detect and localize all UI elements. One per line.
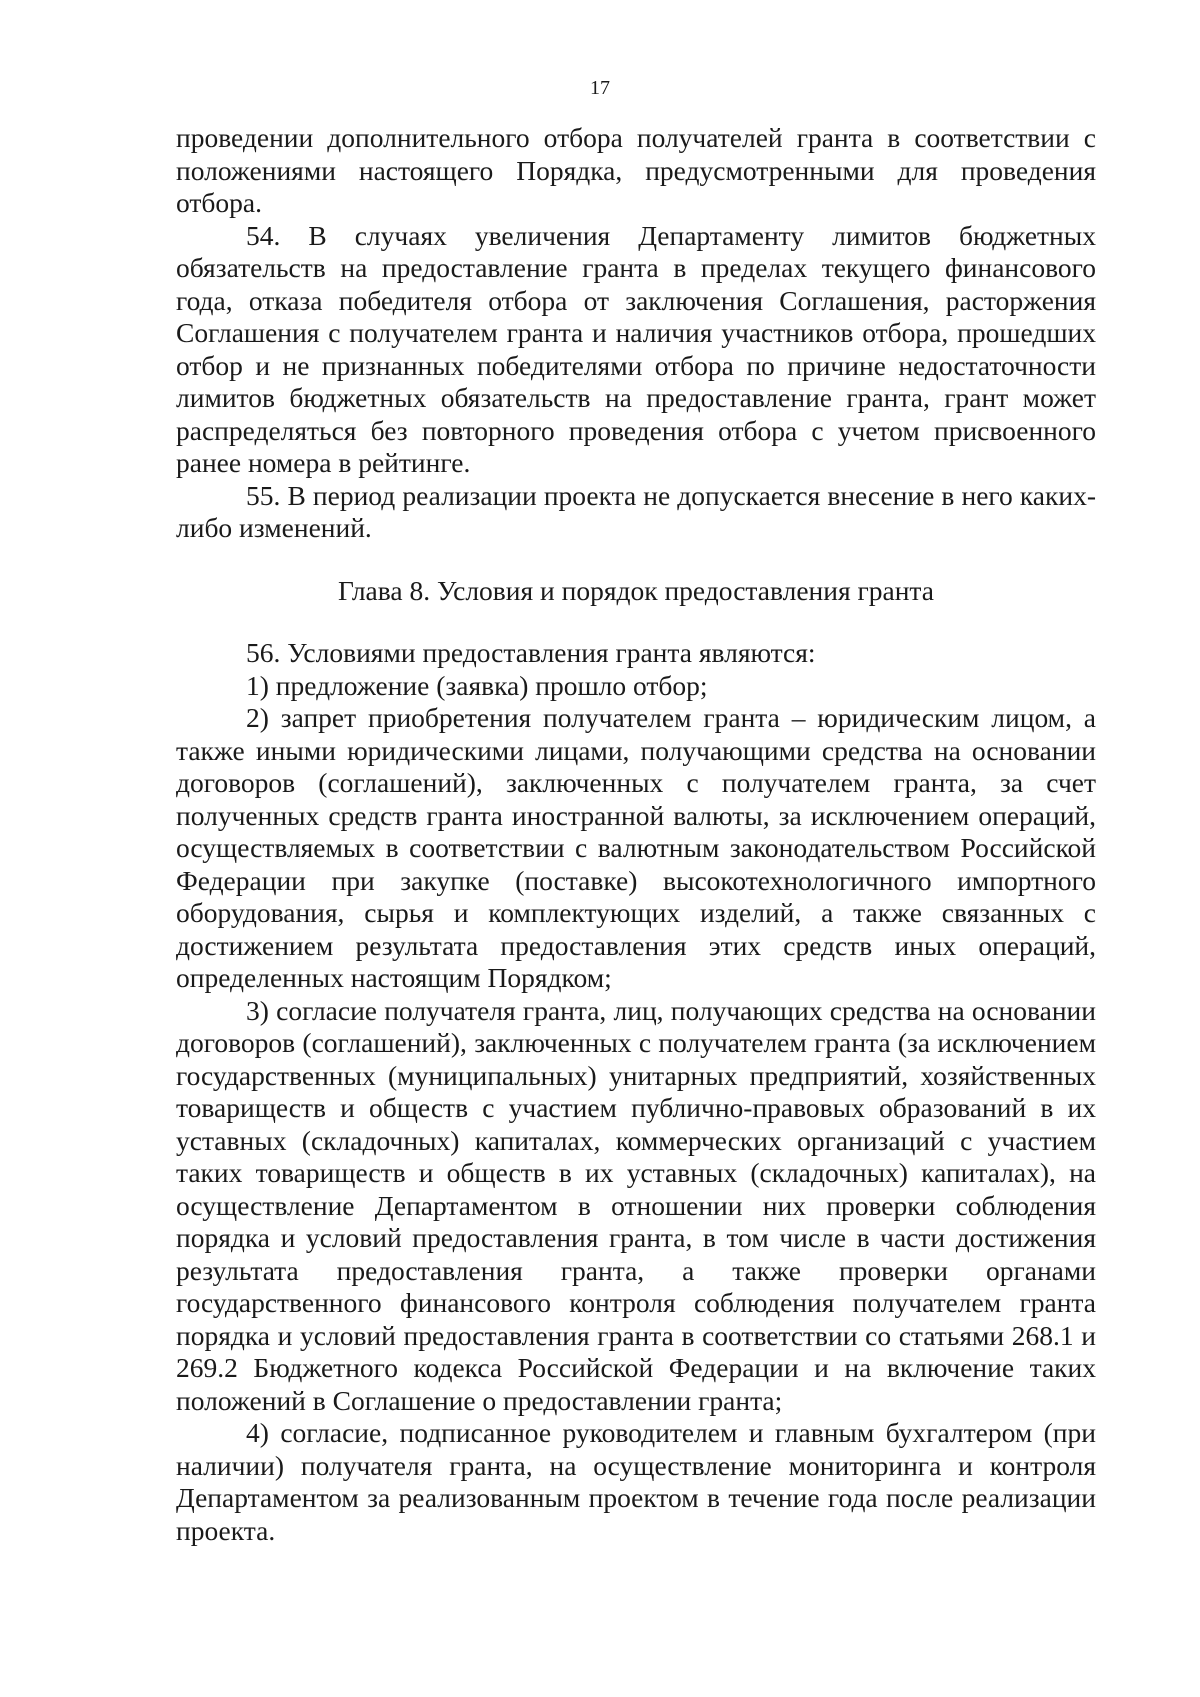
- paragraph-56: 56. Условиями предоставления гранта являются:: [246, 637, 816, 668]
- paragraph-55: 55. В период реализации проекта не допускается внесение в него каких-либо изменений.: [176, 479, 1096, 543]
- condition-item-2: 2) запрет приобретения получателем гранта – юридическим лицом, а также иными юридическими лицами, получающими средства на основании договоров (соглашений), заключенных с получателем гранта, за счет полученных средств гранта иностранной валюты, за исключением операций, осуществляемых в соответствии с валютным законодательством Российской Федерации при закупке (поставке) высокотехнологичного импортного оборудования, сырья и комплектующих изделий, а также связанных с достижением результата предоставления этих средств иных операций, определенных настоящим Порядком;: [176, 702, 1096, 993]
- paragraph-continuation: проведении дополнительного отбора получателей гранта в соответствии с положениями настоящего Порядка, предусмотренными для проведения отбора.: [176, 122, 1096, 218]
- paragraph-54: 54. В случаях увеличения Департаменту лимитов бюджетных обязательств на предоставление гранта в пределах текущего финансового года, отказа победителя отбора от заключения Соглашения, расторжения Соглашения с получателем гранта и наличия участников отбора, прошедших отбор и не признанных победителями отбора по причине недостаточности лимитов бюджетных обязательств на предоставление гранта, грант может распределяться без повторного проведения отбора с учетом присвоенного ранее номера в рейтинге.: [176, 219, 1096, 478]
- document-body: [176, 122, 1096, 1547]
- condition-item-3: 3) согласие получателя гранта, лиц, получающих средства на основании договоров (соглашений), заключенных с получателем гранта (за исключением государственных (муниципальных) унитарных предприятий, хозяйственных товариществ и обществ с участием публично-правовых образований в их уставных (складочных) капиталах, коммерческих организаций с участием таких товариществ и обществ в их уставных (складочных) капиталах), на осуществление Департаментом в отношении них проверки соблюдения порядка и условий предоставления гранта, в том числе в части достижения результата предоставления гранта, а также проверки органами государственного финансового контроля соблюдения получателем гранта порядка и условий предоставления гранта в соответствии со статьями 268.1 и 269.2 Бюджетного кодекса Российской Федерации и на включение таких положений в Соглашение о предоставлении гранта;: [176, 994, 1096, 1416]
- condition-item-4: 4) согласие, подписанное руководителем и главным бухгалтером (при наличии) получателя гранта, на осуществление мониторинга и контроля Департаментом за реализованным проектом в течение года после реализации проекта.: [176, 1417, 1096, 1546]
- chapter-heading: Глава 8. Условия и порядок предоставления гранта: [338, 574, 934, 606]
- page-number: 17: [590, 77, 610, 99]
- condition-item-1: 1) предложение (заявка) прошло отбор;: [246, 669, 708, 701]
